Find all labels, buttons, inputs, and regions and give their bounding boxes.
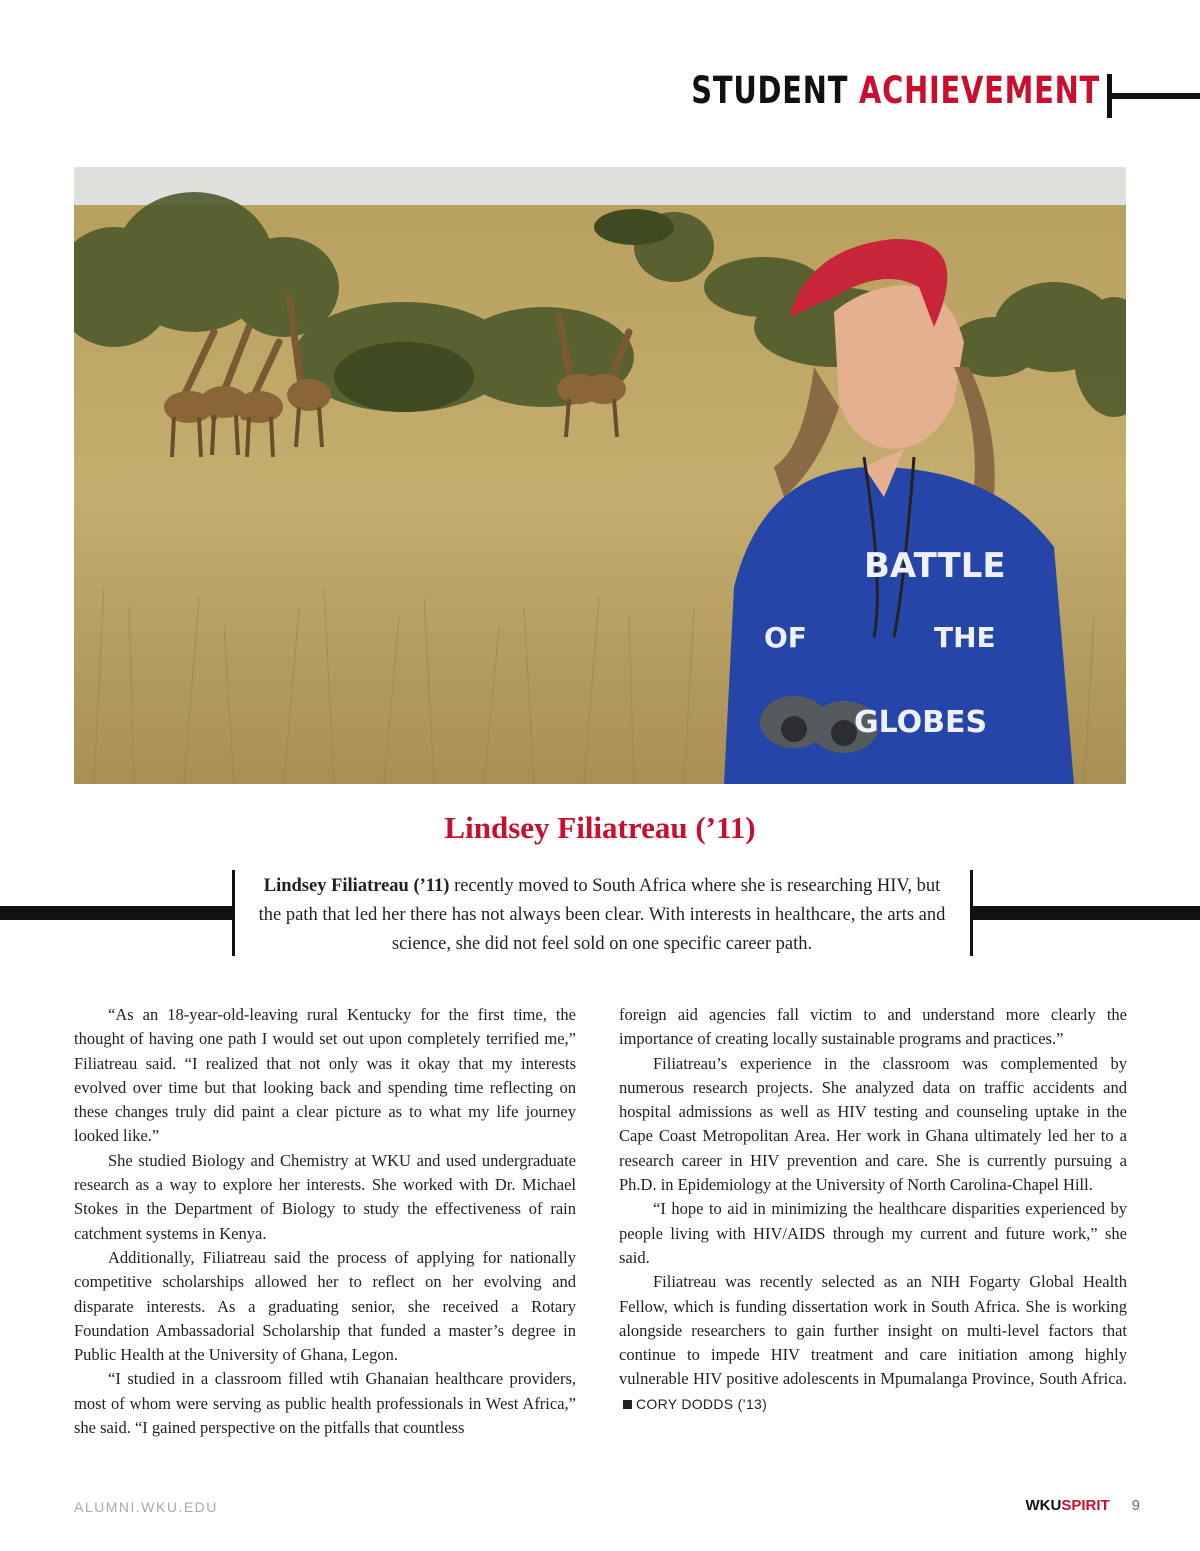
intro-name: Lindsey Filiatreau (’11)	[263, 876, 450, 896]
intro-rule-left-horizontal	[0, 906, 235, 920]
shirt-text-the: THE	[934, 621, 996, 654]
brand-spirit: SPIRIT	[1061, 1497, 1110, 1514]
brand-wku: WKU	[1025, 1497, 1062, 1514]
paragraph: She studied Biology and Chemistry at WKU and used undergraduate research as a way to explore her interests. She worked with Dr. Michael Stokes in the Department of Biology to study the effectiveness of rain catchment systems in Kenya.	[74, 1150, 576, 1243]
byline: CORY DODDS (’13)	[636, 1395, 768, 1412]
page-number: 9	[1131, 1497, 1140, 1514]
intro-rule-right-vertical	[970, 870, 973, 956]
article-intro	[252, 872, 952, 959]
column-left	[74, 1003, 576, 1440]
byline-square-icon	[623, 1400, 632, 1409]
section-word-achievement: ACHIEVEMENT	[858, 69, 1100, 112]
paragraph-continuation: foreign aid agencies fall victim to and understand more clearly the importance of creating locally sustainable programs and practices.”	[619, 1005, 1127, 1049]
intro-rule-left-vertical	[232, 870, 235, 956]
header-rule-horizontal	[1110, 93, 1200, 99]
shirt-text-1: BATTLE	[864, 546, 1006, 586]
column-right	[619, 1003, 1127, 1416]
paragraph-text: Filiatreau was recently selected as an NIH Fogarty Global Health Fellow, which is funding dissertation work in South Africa. She is working alongside researchers to gain further insight on multi-level factors that continue to impede HIV treatment and care initiation among highly vulnerable HIV positive adolescents in Mpumalanga Province, South Africa.	[619, 1272, 1127, 1389]
shirt-text-3: GLOBES	[854, 705, 988, 740]
paragraph: Additionally, Filiatreau said the process of applying for nationally competitive scholarships allowed her to reflect on her evolving and disparate interests. As a graduating senior, she received a Rotary Foundation Ambassadorial Scholarship that funded a master’s degree in Public Health at the University of Ghana, Legon.	[74, 1247, 576, 1365]
intro-rule-right-horizontal	[970, 906, 1200, 920]
paragraph	[619, 1270, 1127, 1416]
shirt-text-of: OF	[764, 621, 807, 654]
paragraph: Filiatreau’s experience in the classroom was complemented by numerous research projects. She analyzed data on traffic accidents and hospital admissions as well as HIV testing and counseling uptake in the Cape Coast Metropolitan Area. Her work in Ghana ultimately led her to a research career in HIV prevention and care. She is currently pursuing a Ph.D. in Epidemiology at the University of North Carolina-Chapel Hill.	[619, 1053, 1127, 1195]
paragraph: “As an 18-year-old-leaving rural Kentucky for the first time, the thought of having one path I would set out upon completely terrified me,” Filiatreau said. “I realized that not only was it okay that my interests evolved over time but that looking back and spending time reflecting on these changes truly did paint a clear picture as to what my life journey looked like.”	[74, 1005, 576, 1146]
paragraph: “I studied in a classroom filled wtih Ghanaian healthcare providers, most of whom were serving as public health professionals in West Africa,” she said. “I gained perspective on the pitfalls that countless	[74, 1369, 576, 1438]
intro-text: recently moved to South Africa where she is researching HIV, but the path that led her there has not always been clear. With interests in healthcare, the arts and science, she did not feel sold on one specific career path.	[258, 876, 946, 954]
paragraph: “I hope to aid in minimizing the healthcare disparities experienced by people living with HIV/AIDS through my current and future work,” she said.	[619, 1199, 1127, 1267]
footer-site-url: ALUMNI.WKU.EDU	[74, 1499, 218, 1515]
article-title: Lindsey Filiatreau (’11)	[444, 810, 756, 845]
feature-photo	[74, 167, 1126, 784]
section-header	[691, 69, 1100, 112]
footer-brand	[1025, 1497, 1140, 1514]
section-word-student: STUDENT	[691, 69, 849, 112]
savanna-illustration	[74, 167, 1126, 784]
